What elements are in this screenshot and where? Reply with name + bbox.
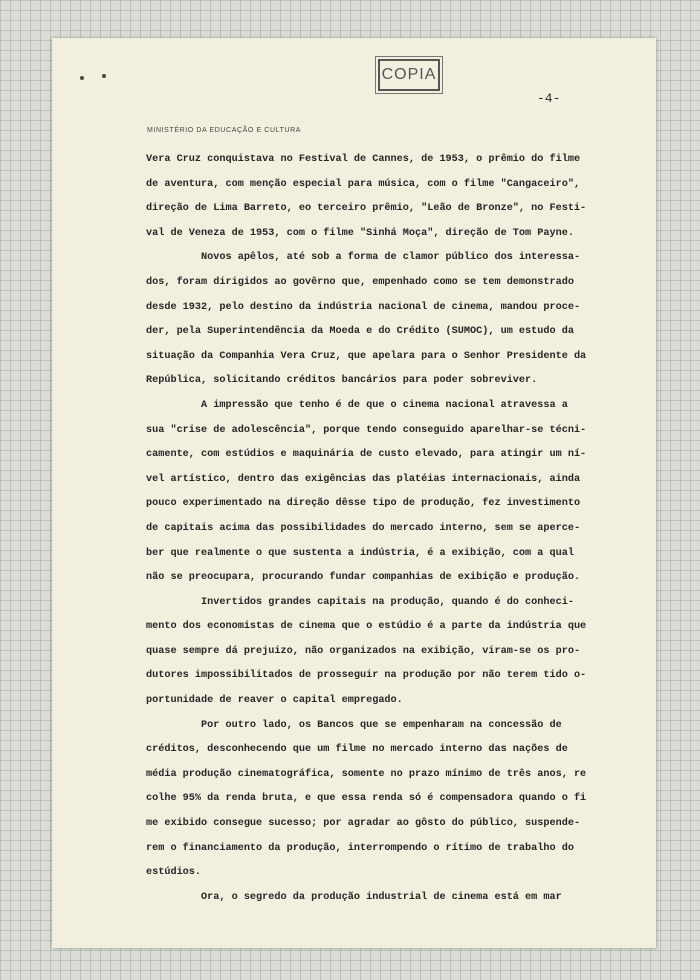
text-line: quase sempre dá prejuizo, não organizados na exibição, viram-se os pro- <box>146 645 581 657</box>
text-line: Por outro lado, os Bancos que se empenharam na concessão de <box>146 719 562 731</box>
text-line: camente, com estúdios e maquinária de custo elevado, para atingir um ní- <box>146 449 587 461</box>
text-line: colhe 95% da renda bruta, e que essa renda só é compensadora quando o fi <box>146 793 587 805</box>
text-line: me exibido consegue sucesso; por agradar ao gôsto do público, suspende- <box>146 818 581 830</box>
text-line: Invertidos grandes capitais na produção, quando é do conheci- <box>146 596 574 608</box>
text-line: não se preocupara, procurando fundar companhias de exibição e produção. <box>146 572 581 584</box>
text-line: A impressão que tenho é de que o cinema nacional atravessa a <box>146 399 568 411</box>
document-page <box>52 38 656 948</box>
text-line: pouco experimentado na direção dêsse tipo de produção, fez investimento <box>146 498 581 510</box>
text-line: desde 1932, pelo destino da indústria nacional de cinema, mandou proce- <box>146 301 581 313</box>
ministry-header: MINISTÉRIO DA EDUCAÇÃO E CULTURA <box>147 127 302 134</box>
text-line: portunidade de reaver o capital empregado. <box>146 695 403 707</box>
page-number: -4- <box>537 91 561 106</box>
text-line: mento dos economistas de cinema que o estúdio é a parte da indústria que <box>146 621 587 633</box>
text-line: direção de Lima Barreto, eo terceiro prêmio, "Leão de Bronze", no Festi- <box>146 203 587 215</box>
text-line: der, pela Superintendência da Moeda e do Crédito (SUMOC), um estudo da <box>146 326 574 338</box>
text-line: dos, foram dirigidos ao govêrno que, empenhado como se tem demonstrado <box>146 276 574 288</box>
punch-hole <box>102 74 106 78</box>
text-line: estúdios. <box>146 867 202 879</box>
copy-stamp: COPIA <box>378 59 440 91</box>
text-line: média produção cinematográfica, somente no prazo mínimo de três anos, re <box>146 768 587 780</box>
text-line: créditos, desconhecendo que um filme no mercado interno das nações de <box>146 744 568 756</box>
text-line: República, solicitando créditos bancários para poder sobreviver. <box>146 375 538 387</box>
text-line: de capitais acima das possibilidades do mercado interno, sem se aperce- <box>146 522 581 534</box>
text-line: Novos apêlos, até sob a forma de clamor público dos interessa- <box>146 252 581 264</box>
punch-hole <box>80 76 84 80</box>
text-line: ber que realmente o que sustenta a indústria, é a exibição, com a qual <box>146 547 574 559</box>
text-line: val de Veneza de 1953, com o filme "Sinhá Moça", direção de Tom Payne. <box>146 227 574 239</box>
punch-holes <box>80 74 110 82</box>
text-line: Vera Cruz conquistava no Festival de Cannes, de 1953, o prêmio do filme <box>146 154 581 165</box>
text-line: vel artístico, dentro das exigências das platéias internacionais, ainda <box>146 473 581 485</box>
text-line: situação da Companhia Vera Cruz, que apelara para o Senhor Presidente da <box>146 350 587 362</box>
body-text <box>146 148 656 910</box>
text-line: de aventura, com menção especial para música, com o filme "Cangaceiro", <box>146 178 581 190</box>
text-line: rem o financiamento da produção, interrompendo o rítimo de trabalho do <box>146 842 574 854</box>
text-line: dutores impossibilitados de prosseguir na produção por não terem tido o- <box>146 670 587 682</box>
text-line: sua "crise de adolescência", porque tendo conseguido aparelhar-se técni- <box>146 424 587 436</box>
text-line: Ora, o segredo da produção industrial de cinema está em mar <box>146 891 562 903</box>
